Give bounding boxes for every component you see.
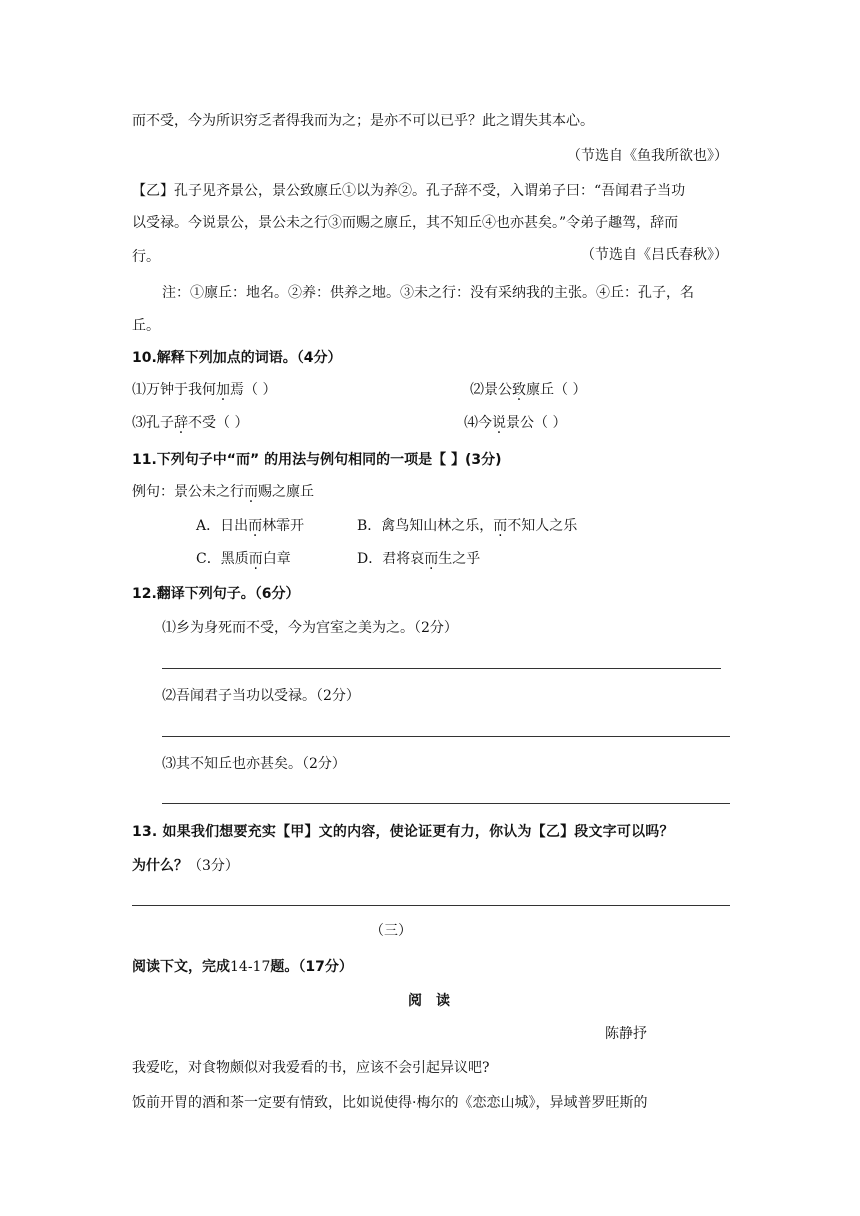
q11-option-b-label: B． [357,518,382,534]
article-paragraph-1: 我爱吃，对食物颇似对我爱看的书，应该不会引起异议吧? [132,1060,490,1076]
q10-item-2-post: 廪丘（ ） [526,382,587,398]
q10-item-3-post: 不受（ ） [188,415,249,431]
q11-example-dotted: 而 [244,484,258,500]
article-author: 陈静抒 [605,1026,647,1042]
yi-line-2: 以受禄。今说景公，景公未之行③而赐之廪丘，其不知丘④也亦甚矣。”令弟子趣驾，辞而 [132,215,679,231]
instruction-pre: 阅读下文，完成 [132,959,230,975]
q10-item-2-dotted: 致 [512,382,526,398]
q12-sentence-3 [162,754,346,774]
yi-source: （节选自《吕氏春秋》） [581,247,728,263]
q11-option-b-dotted: 而 [493,518,508,534]
q11-option-c-dotted: 而 [248,551,263,567]
q12-sentence-1-score: （2分） [414,620,458,636]
article-paragraph-2: 饭前开胃的酒和茶一定要有情致，比如说使得·梅尔的《恋恋山城》，异域普罗旺斯的 [132,1095,648,1111]
q13-answer-line[interactable] [132,905,730,906]
q12-sentence-2-text: ⑵吾闻君子当功以受禄。 [162,688,316,704]
q11-option-b [357,516,577,536]
q11-option-a-label: A． [196,518,221,534]
q12-title: 12.翻译下列句子。（6分） [132,586,300,602]
q13-line-2-score: （3分） [188,858,239,874]
q11-title: 11.下列句子中“而” 的用法与例句相同的一项是【 】(3分) [132,452,502,468]
q10-item-4 [464,413,566,433]
q11-option-b-pre: 禽鸟知山林之乐， [381,518,494,534]
q10-item-1-dotted: 加 [216,382,230,398]
q10-item-4-dotted: 说 [492,415,506,431]
q11-example [132,482,314,502]
q10-item-3-dotted: 辞 [174,415,188,431]
q11-option-a-dotted: 而 [248,518,263,534]
q10-item-1-post: 焉（ ） [230,382,277,398]
q12-sentence-3-text: ⑶其不知丘也亦甚矣。 [162,756,302,772]
q12-answer-line-2[interactable] [162,736,730,737]
q12-sentence-2 [162,686,360,706]
note-line-2: 丘。 [132,318,160,334]
q12-sentence-3-score: （2分） [302,756,346,772]
q11-option-d-label: D． [357,551,383,567]
q10-title: 10.解释下列加点的词语。（4分） [132,350,342,366]
note-line-1: 注：①廪丘：地名。②养：供养之地。③未之行：没有采纳我的主张。④丘：孔子，名 [162,285,694,301]
jia-tail: 而不受，今为所识穷乏者得我而为之；是亦不可以已乎？此之谓失其本心。 [132,113,594,129]
q11-option-a [196,516,304,536]
article-title: 阅 读 [408,993,450,1009]
q11-option-c-label: C． [196,551,221,567]
q11-option-d-pre: 君将哀 [382,551,425,567]
q13-line-2-text: 为什么？ [132,858,188,874]
q11-option-a-post: 林霏开 [262,518,305,534]
q11-option-d-post: 生之乎 [438,551,481,567]
q11-example-pre: 例句：景公未之行 [132,484,244,500]
q13-line-1: 13. 如果我们想要充实【甲】文的内容，使论证更有力，你认为【乙】段文字可以吗？ [132,824,674,840]
q11-option-c-pre: 黑质 [220,551,249,567]
q10-item-4-post: 景公（ ） [506,415,567,431]
q12-sentence-1 [162,618,458,638]
q10-item-2 [470,380,586,400]
q12-answer-line-3[interactable] [162,803,730,804]
q10-item-4-pre: ⑷今 [464,415,492,431]
yi-line-3: 行。 [132,249,160,265]
section-number: （三） [370,923,412,939]
q10-item-3-pre: ⑶孔子 [132,415,174,431]
q11-option-c [196,549,291,569]
instruction-range: 14-17 [230,959,271,975]
q10-item-3 [132,413,248,433]
instruction-post: 题。（17分） [270,959,353,975]
section-instruction [132,957,353,977]
q12-sentence-1-text: ⑴乡为身死而不受，今为宫室之美为之。 [162,620,414,636]
q13-line-2 [132,856,239,876]
q11-option-c-post: 白章 [262,551,291,567]
q10-item-2-pre: ⑵景公 [470,382,512,398]
q11-option-a-pre: 日出 [220,518,249,534]
q10-item-1-pre: ⑴万钟于我何 [132,382,216,398]
jia-source: （节选自《鱼我所欲也》） [567,148,728,164]
q10-item-1 [132,380,276,400]
q11-example-post: 赐之廪丘 [258,484,314,500]
q11-option-d-dotted: 而 [424,551,439,567]
q11-option-b-post: 不知人之乐 [507,518,578,534]
q12-answer-line-1[interactable] [162,668,721,669]
q11-option-d [357,549,480,569]
yi-line-1: 【乙】孔子见齐景公，景公致廪丘①以为养②。孔子辞不受，入谓弟子曰：“吾闻君子当功 [132,183,686,199]
q12-sentence-2-score: （2分） [316,688,360,704]
